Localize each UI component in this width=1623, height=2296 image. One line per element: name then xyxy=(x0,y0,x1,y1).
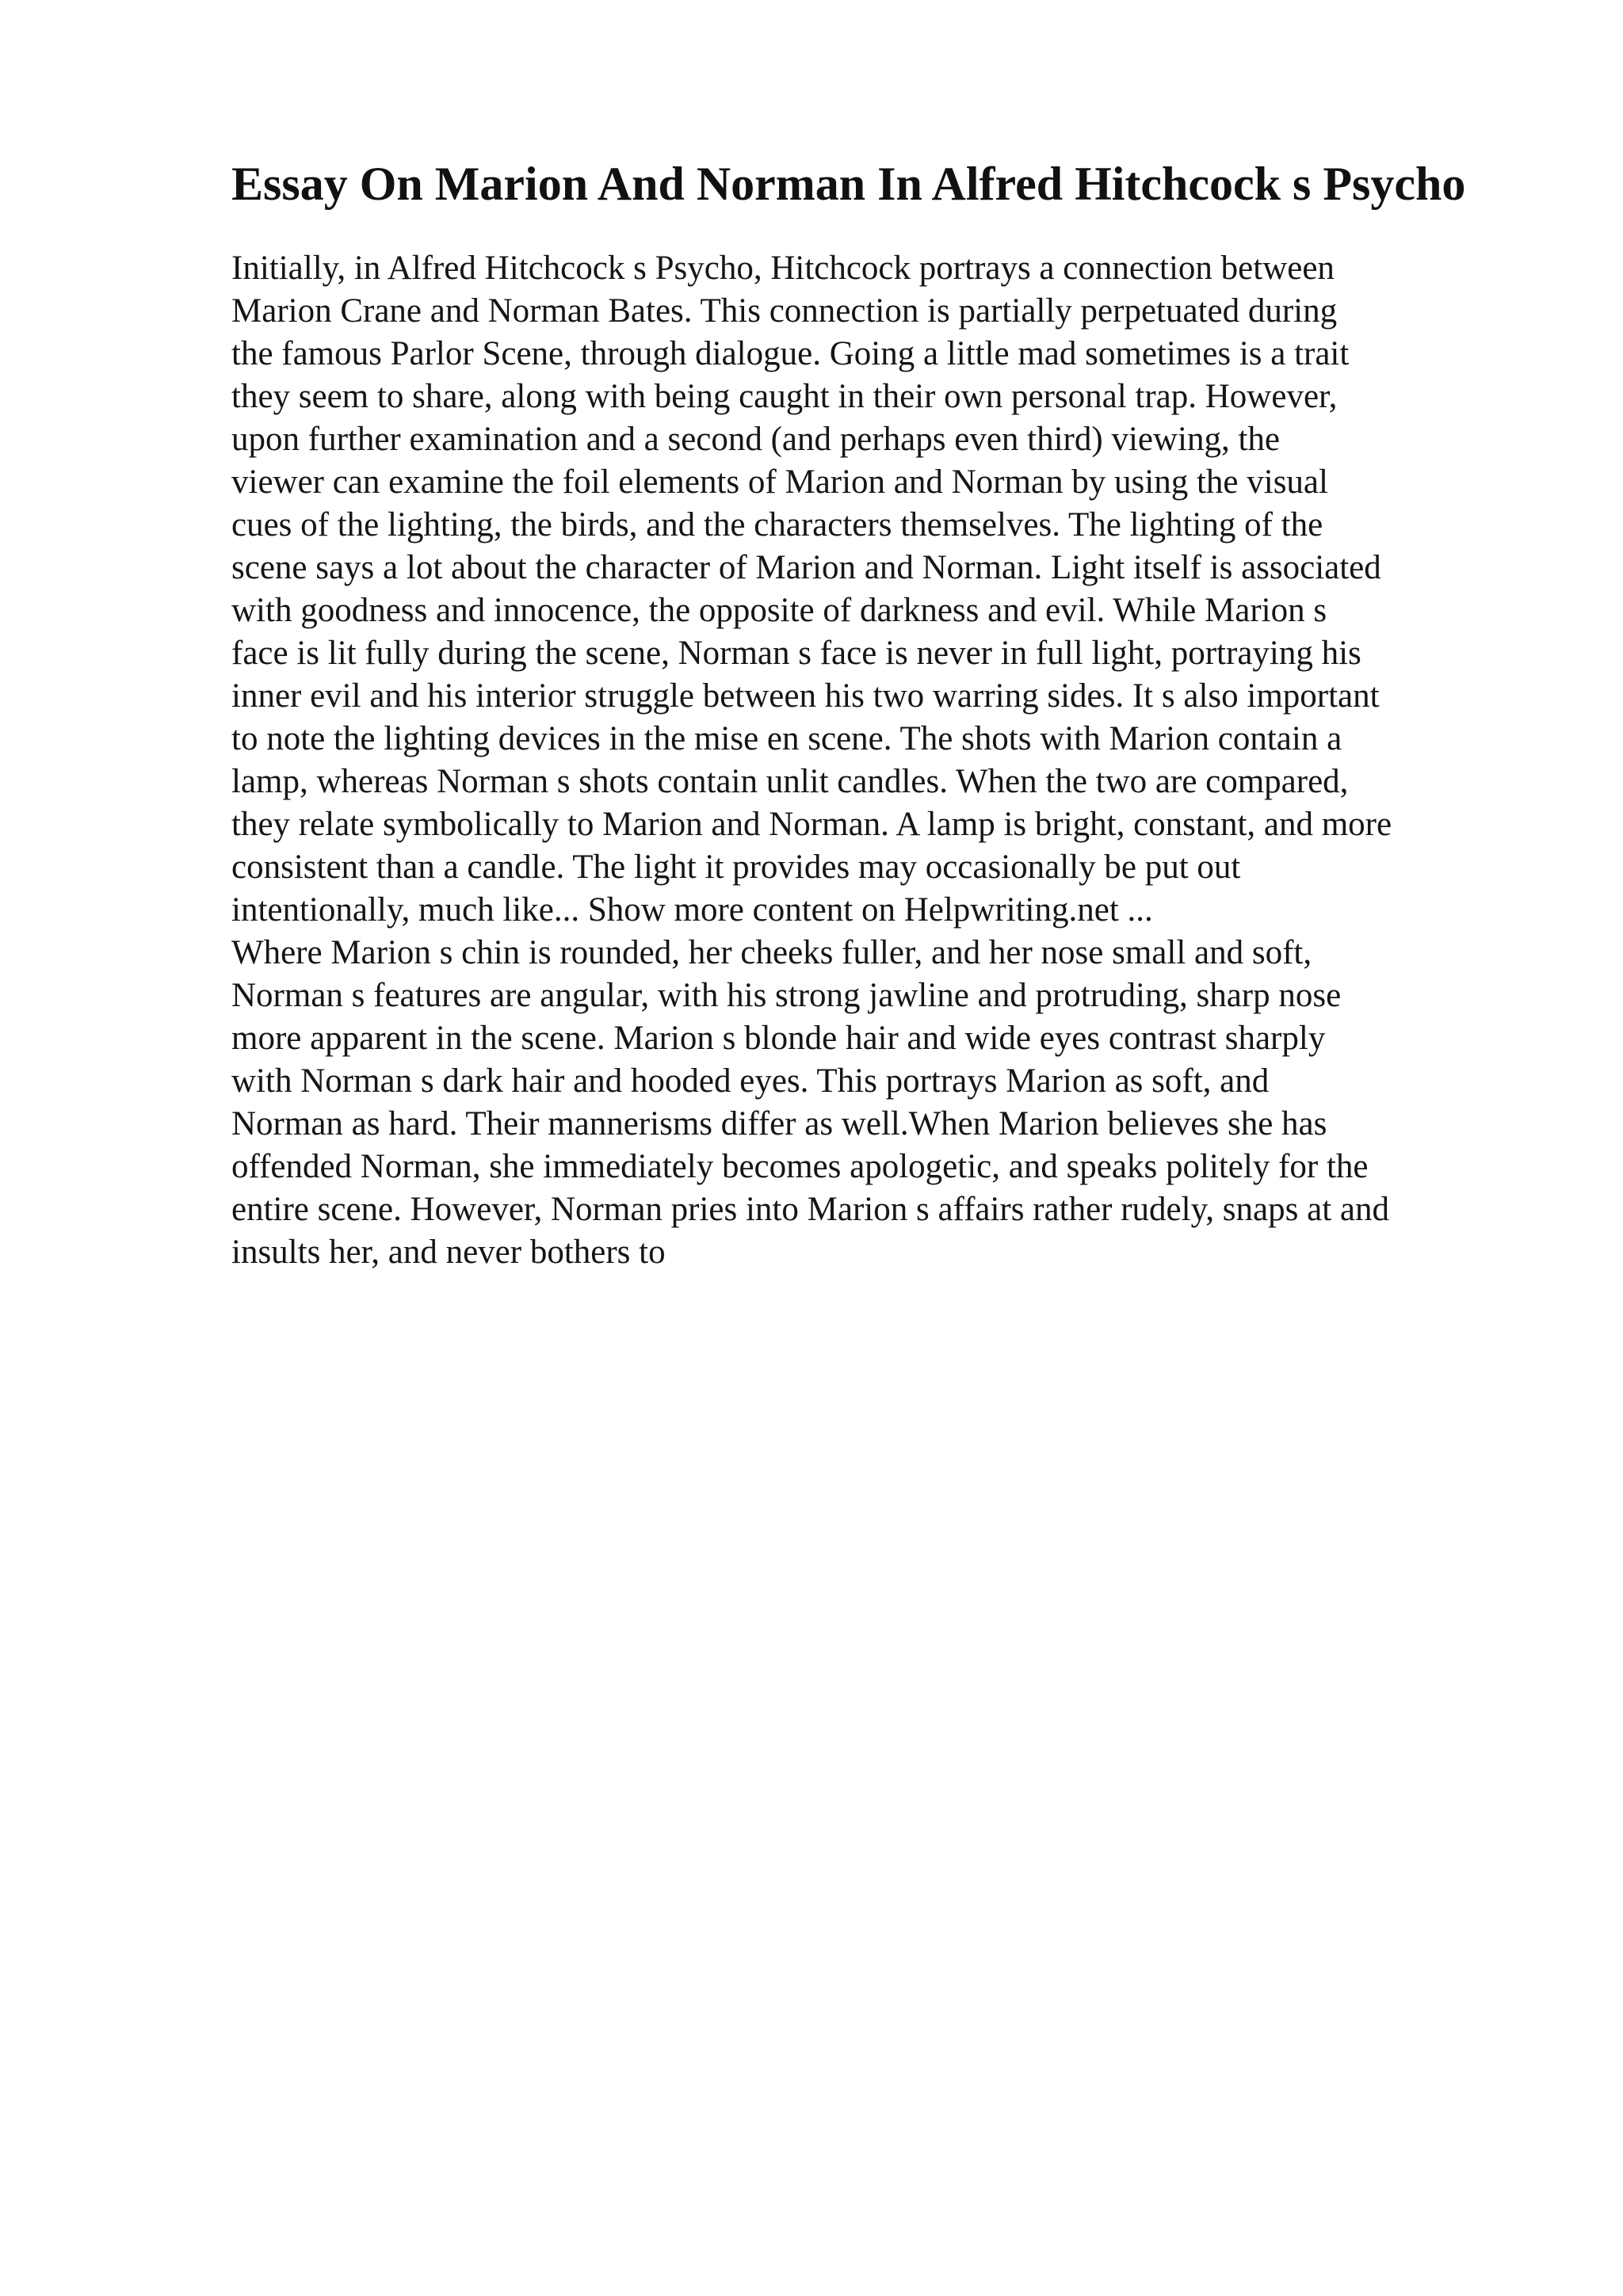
body-line: Norman as hard. Their mannerisms differ as well.When Marion believes she has xyxy=(231,1105,1327,1142)
body-line: to note the lighting devices in the mise en scene. The shots with Marion contain a xyxy=(231,720,1342,757)
body-line: face is lit fully during the scene, Norman s face is never in full light, portraying his xyxy=(231,635,1361,672)
body-line: upon further examination and a second (and perhaps even third) viewing, the xyxy=(231,421,1281,458)
body-line: Marion Crane and Norman Bates. This connection is partially perpetuated during xyxy=(231,292,1338,330)
body-line: the famous Parlor Scene, through dialogue. Going a little mad sometimes is a trait xyxy=(231,335,1350,372)
document-title: Essay On Marion And Norman In Alfred Hitchcock s Psycho xyxy=(231,158,1466,210)
body-line: inner evil and his interior struggle between his two warring sides. It s also important xyxy=(231,677,1380,715)
body-line: offended Norman, she immediately becomes apologetic, and speaks politely for the xyxy=(231,1148,1369,1185)
body-line: with Norman s dark hair and hooded eyes. This portrays Marion as soft, and xyxy=(231,1062,1270,1100)
body-line: insults her, and never bothers to xyxy=(231,1234,666,1271)
body-line: Initially, in Alfred Hitchcock s Psycho, Hitchcock portrays a connection between xyxy=(231,250,1335,287)
body-line: with goodness and innocence, the opposite of darkness and evil. While Marion s xyxy=(231,592,1327,629)
body-line: they relate symbolically to Marion and Norman. A lamp is bright, constant, and more xyxy=(231,806,1392,843)
body-line: scene says a lot about the character of Marion and Norman. Light itself is associated xyxy=(231,549,1381,586)
document-body xyxy=(231,247,1594,1274)
body-line: consistent than a candle. The light it provides may occasionally be put out xyxy=(231,849,1241,886)
body-line: Norman s features are angular, with his strong jawline and protruding, sharp nose xyxy=(231,977,1342,1014)
body-line: they seem to share, along with being caught in their own personal trap. However, xyxy=(231,378,1338,415)
body-line: entire scene. However, Norman pries into Marion s affairs rather rudely, snaps at and xyxy=(231,1191,1389,1228)
body-line: cues of the lighting, the birds, and the characters themselves. The lighting of the xyxy=(231,506,1323,543)
body-line: Where Marion s chin is rounded, her cheeks fuller, and her nose small and soft, xyxy=(231,934,1312,971)
body-line: viewer can examine the foil elements of Marion and Norman by using the visual xyxy=(231,463,1328,501)
body-line: more apparent in the scene. Marion s blonde hair and wide eyes contrast sharply xyxy=(231,1020,1326,1057)
body-line: lamp, whereas Norman s shots contain unlit candles. When the two are compared, xyxy=(231,763,1349,800)
body-line-show-more: intentionally, much like... Show more content on Helpwriting.net ... xyxy=(231,891,1153,929)
